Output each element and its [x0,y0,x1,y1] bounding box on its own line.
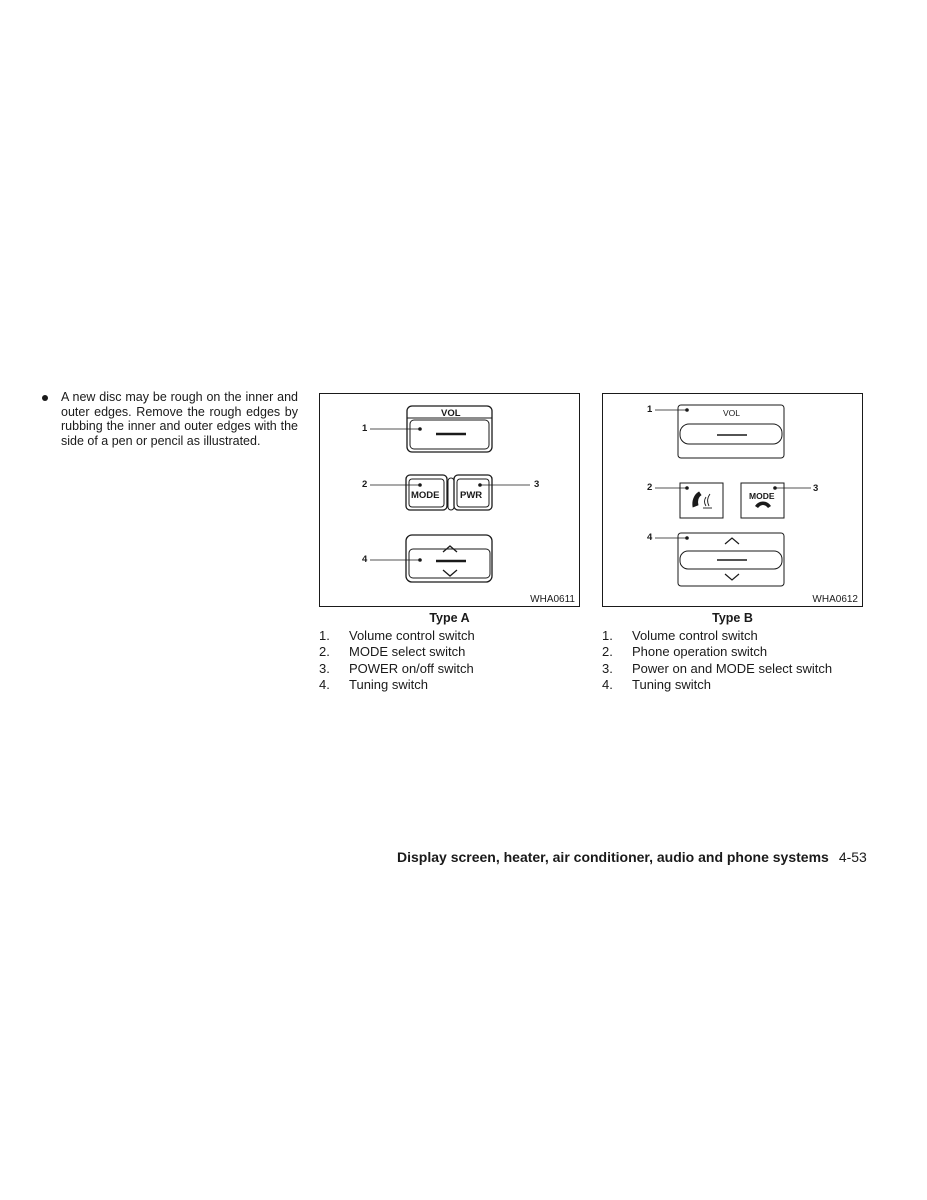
callout-1: 1 [647,404,653,415]
list-item: 1. Volume control switch [602,628,758,643]
figure-b-legend [602,628,832,693]
callout-4: 4 [362,554,368,565]
figure-a-legend [319,628,475,693]
bullet-note [42,390,298,448]
list-item: 3. Power on and MODE select switch [602,660,833,676]
mode-label: MODE [411,490,440,501]
page-number: 4-53 [838,849,867,865]
callout-4: 4 [647,532,653,543]
hangup-icon [755,502,771,509]
list-item: 4. Tuning switch [319,676,428,692]
mode-label: MODE [749,491,775,501]
figure-type-a [319,393,580,607]
footer-section-title: Display screen, heater, air conditioner, audio and phone systems [397,849,829,865]
vol-label: VOL [723,408,741,418]
bullet-note-text: A new disc may be rough on the inner and outer edges. Remove the rough edges by rubbing the inner and outer edges with the side of a pen or pencil as illustrated. [61,390,298,448]
callout-3: 3 [813,483,819,494]
tuning-switch [406,535,492,582]
list-item: 3. POWER on/off switch [319,660,474,676]
vol-label: VOL [441,408,461,419]
callout-2: 2 [362,479,368,490]
callout-1: 1 [362,423,368,434]
figure-code: WHA0611 [530,594,575,605]
list-item: 1. Volume control switch [319,628,475,643]
phone-icon [693,492,712,508]
type-b-illustration [603,394,864,608]
leader-lines [370,428,530,562]
figure-code: WHA0612 [812,594,858,605]
callout-2: 2 [647,482,653,493]
bullet-icon [42,395,48,401]
pwr-label: PWR [460,490,483,501]
list-item: 4. Tuning switch [602,676,711,692]
tuning-switch [678,533,784,586]
figure-type-b [602,393,863,607]
page-footer [397,849,867,865]
figure-a-caption: Type A [429,611,470,625]
list-item: 2. Phone operation switch [602,644,768,660]
type-a-illustration [320,394,581,608]
figure-b-caption: Type B [712,611,753,625]
list-item: 2. MODE select switch [319,644,466,660]
callout-3: 3 [534,479,540,490]
